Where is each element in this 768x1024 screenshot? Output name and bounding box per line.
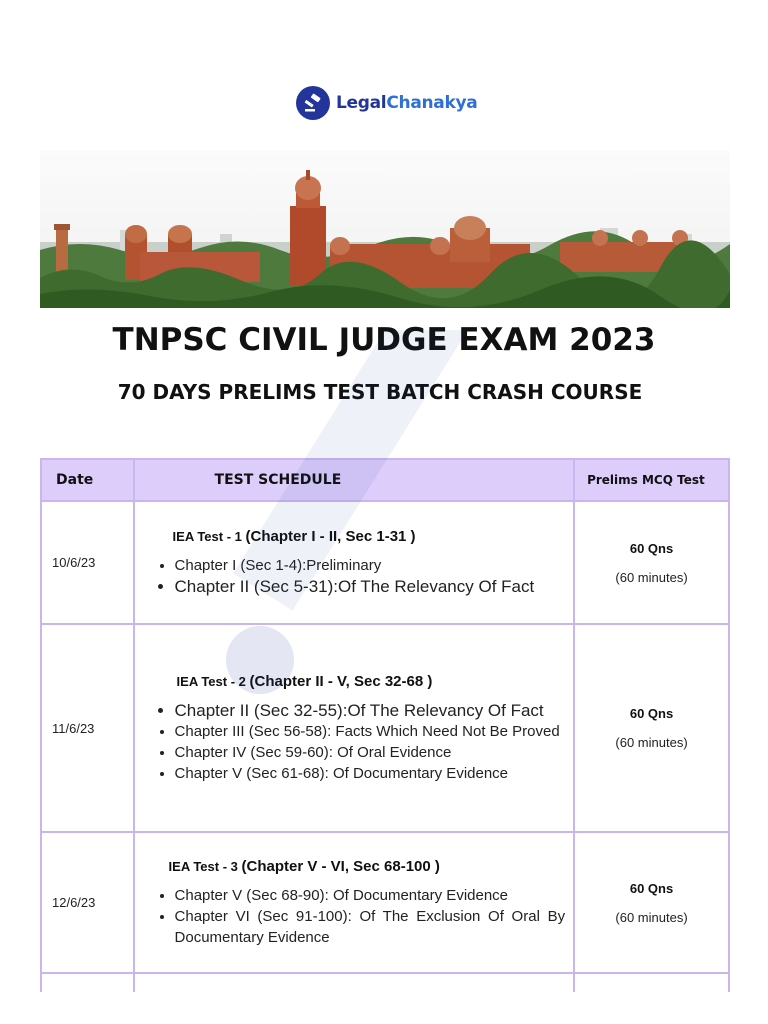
test-prefix: IEA Test - 1 [172, 529, 246, 544]
table-row [41, 973, 729, 992]
row-mcq [574, 832, 729, 973]
test-prefix: IEA Test - 3 [168, 858, 242, 874]
row-schedule [134, 624, 575, 832]
question-count: 60 Qns [629, 706, 674, 721]
test-prefix: IEA Test - 2 [176, 673, 250, 689]
page-subtitle: 70 DAYS PRELIMS TEST BATCH CRASH COURSE [117, 380, 643, 404]
list-item: • Chapter V (Sec 61-68): Of Documentary Evidence [175, 763, 566, 784]
list-item: • Chapter I (Sec 1-4):Preliminary [175, 555, 566, 576]
table-row [41, 624, 729, 832]
header-prelims-mcq-test: Prelims MCQ Test [574, 459, 729, 501]
empty-cell [574, 973, 729, 992]
list-item: • Chapter II (Sec 32-55):Of The Relevancy Of Fact [175, 700, 566, 721]
row-mcq [574, 624, 729, 832]
test-range: (Chapter V - VI, Sec 68-100 ) [241, 857, 440, 875]
empty-cell [41, 973, 134, 992]
test-range: (Chapter II - V, Sec 32-68 ) [249, 672, 433, 690]
test-heading [135, 858, 566, 875]
row-mcq [574, 501, 729, 624]
high-court-banner-image [40, 150, 730, 308]
list-item: • Chapter II (Sec 5-31):Of The Relevancy Of Fact [175, 576, 566, 597]
row-date: 11/6/23 [41, 624, 134, 832]
test-schedule-table [40, 458, 730, 992]
test-heading [135, 528, 566, 545]
duration: (60 minutes) [615, 735, 688, 750]
list-item: • Chapter IV (Sec 59-60): Of Oral Evidence [175, 742, 566, 763]
header-test-schedule: TEST SCHEDULE [134, 459, 575, 501]
empty-cell [134, 973, 575, 992]
brand-logo [296, 86, 477, 120]
question-count: 60 Qns [629, 880, 674, 896]
test-heading [135, 673, 566, 690]
gavel-icon [296, 86, 330, 120]
table-row [41, 832, 729, 973]
row-date: 12/6/23 [41, 832, 134, 973]
header-date: Date [41, 459, 134, 501]
question-count: 60 Qns [629, 540, 674, 556]
list-item: • Chapter V (Sec 68-90): Of Documentary Evidence [175, 885, 566, 906]
chapter-list [135, 885, 566, 948]
logo-wordmark [336, 93, 477, 113]
row-schedule [134, 832, 575, 973]
list-item: • Chapter VI (Sec 91-100): Of The Exclusion Of Oral By Documentary Evidence [175, 906, 566, 948]
duration: (60 minutes) [615, 569, 688, 585]
table-header-row [41, 459, 729, 501]
duration: (60 minutes) [615, 909, 688, 925]
page-title: TNPSC CIVIL JUDGE EXAM 2023 [112, 322, 656, 358]
row-date: 10/6/23 [41, 501, 134, 624]
logo-part-legal: Legal [336, 93, 387, 113]
test-range: (Chapter I - II, Sec 1-31 ) [245, 528, 416, 545]
row-schedule [134, 501, 575, 624]
list-item: • Chapter III (Sec 56-58): Facts Which Need Not Be Proved [175, 721, 566, 742]
chapter-list [135, 555, 566, 597]
table-row [41, 501, 729, 624]
chapter-list [135, 700, 566, 784]
logo-part-chanakya: Chanakya [386, 93, 478, 113]
